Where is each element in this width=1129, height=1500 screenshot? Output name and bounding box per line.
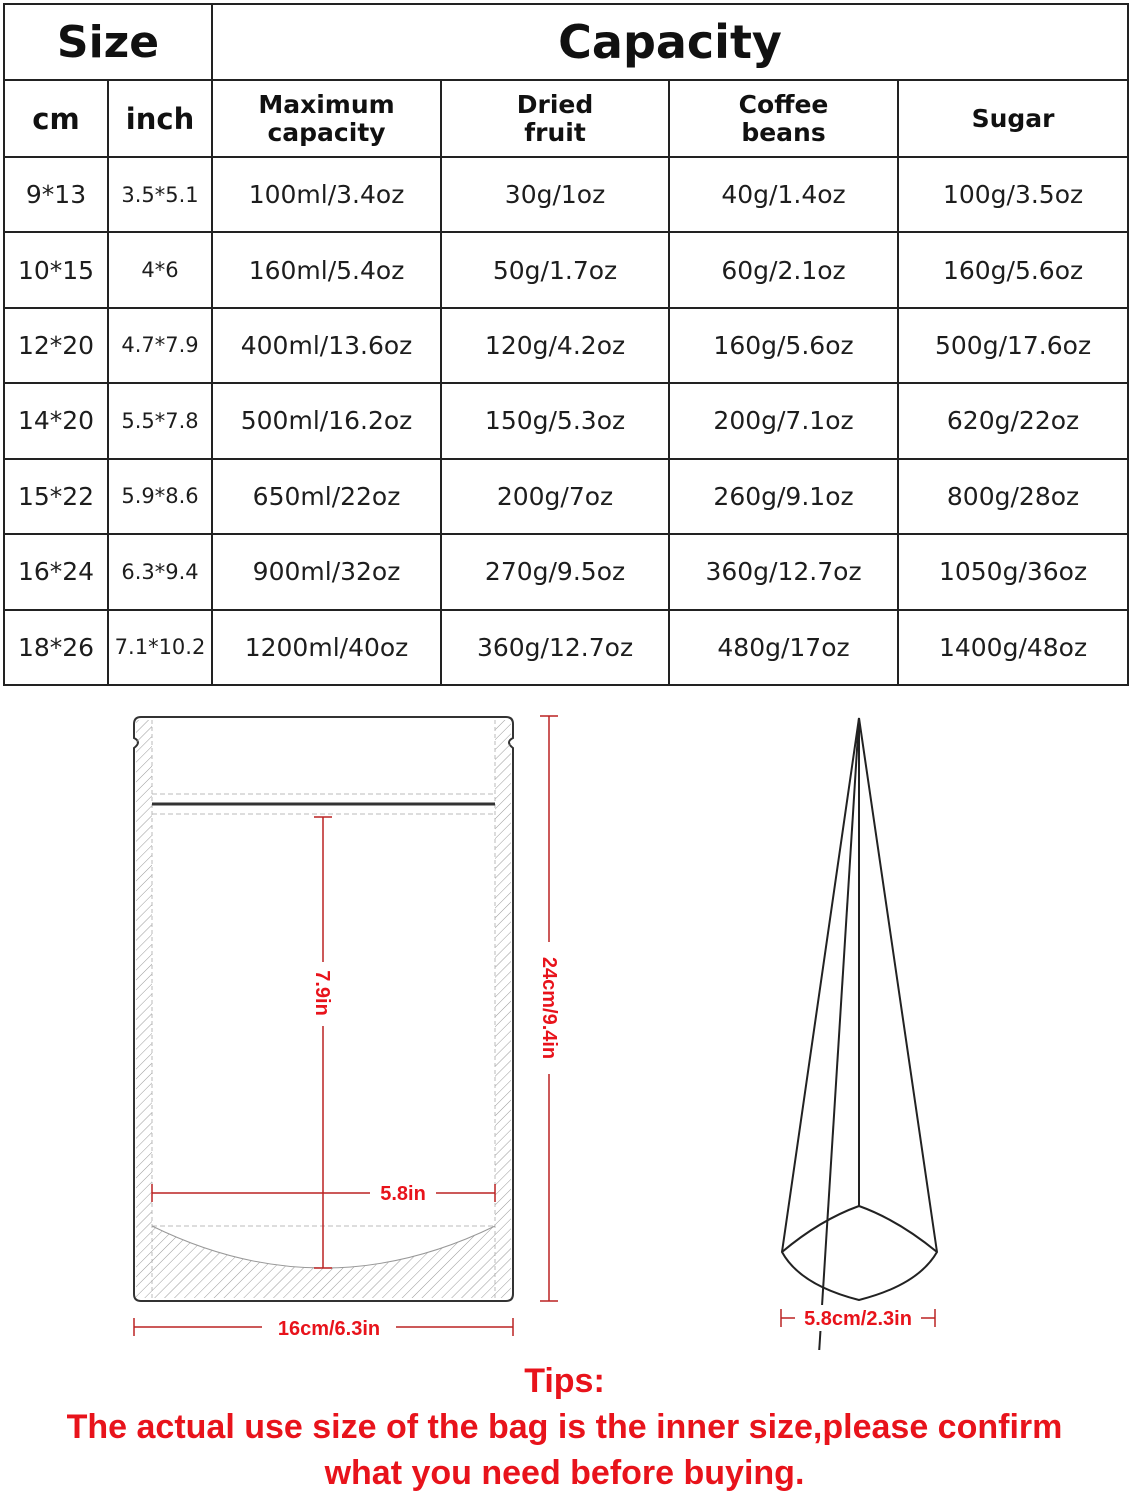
cell-inch: 3.5*5.1	[108, 157, 212, 232]
gusset-width-label: 5.8cm/2.3in	[804, 1308, 912, 1330]
cell-inch: 4*6	[108, 232, 212, 307]
max-capacity-line-2: capacity	[267, 117, 386, 147]
cell-coffee-beans: 360g/12.7oz	[669, 534, 898, 609]
cell-dried-fruit: 30g/1oz	[441, 157, 669, 232]
cell-cm: 18*26	[4, 610, 108, 685]
table-row	[4, 534, 1128, 609]
cell-coffee-beans: 200g/7.1oz	[669, 383, 898, 458]
table-row	[4, 157, 1128, 232]
cell-coffee-beans: 40g/1.4oz	[669, 157, 898, 232]
cell-coffee-beans: 160g/5.6oz	[669, 308, 898, 383]
dried-fruit-line-2: fruit	[524, 117, 586, 147]
capacity-table	[3, 3, 1129, 686]
cell-dried-fruit: 360g/12.7oz	[441, 610, 669, 685]
sugar-header: Sugar	[898, 80, 1128, 156]
cm-header: cm	[4, 80, 108, 156]
cell-sugar: 100g/3.5oz	[898, 157, 1128, 232]
cell-cm: 16*24	[4, 534, 108, 609]
bag-dimension-diagrams	[0, 690, 1129, 1350]
cell-sugar: 1050g/36oz	[898, 534, 1128, 609]
cell-cm: 12*20	[4, 308, 108, 383]
cell-inch: 6.3*9.4	[108, 534, 212, 609]
coffee-beans-line-1: Coffee	[738, 89, 829, 119]
capacity-header: Capacity	[212, 4, 1128, 80]
cell-dried-fruit: 120g/4.2oz	[441, 308, 669, 383]
cell-sugar: 500g/17.6oz	[898, 308, 1128, 383]
cell-dried-fruit: 270g/9.5oz	[441, 534, 669, 609]
cell-inch: 5.9*8.6	[108, 459, 212, 534]
outer-width-label: 16cm/6.3in	[277, 1318, 381, 1340]
side-bag-drawing	[782, 718, 937, 1350]
cell-max-capacity: 160ml/5.4oz	[212, 232, 441, 307]
cell-cm: 15*22	[4, 459, 108, 534]
cell-max-capacity: 650ml/22oz	[212, 459, 441, 534]
cell-cm: 9*13	[4, 157, 108, 232]
cell-max-capacity: 500ml/16.2oz	[212, 383, 441, 458]
outer-height-dimension	[538, 716, 560, 1301]
outer-width-dimension	[134, 1314, 513, 1340]
cell-cm: 14*20	[4, 383, 108, 458]
tips-title: Tips:	[524, 1362, 605, 1400]
table-body	[4, 157, 1128, 685]
inner-width-label: 5.8in	[380, 1183, 426, 1205]
cell-max-capacity: 900ml/32oz	[212, 534, 441, 609]
inner-height-label: 7.9in	[311, 970, 333, 1016]
cell-inch: 4.7*7.9	[108, 308, 212, 383]
cell-coffee-beans: 480g/17oz	[669, 610, 898, 685]
coffee-beans-line-2: beans	[741, 117, 826, 147]
table-row	[4, 610, 1128, 685]
dried-fruit-line-1: Dried	[516, 89, 594, 119]
table-row	[4, 232, 1128, 307]
cell-sugar: 160g/5.6oz	[898, 232, 1128, 307]
cell-sugar: 620g/22oz	[898, 383, 1128, 458]
table-row	[4, 308, 1128, 383]
cell-sugar: 1400g/48oz	[898, 610, 1128, 685]
max-capacity-line-1: Maximum	[258, 89, 395, 119]
size-header: Size	[4, 4, 212, 80]
tips-section	[0, 1358, 1129, 1496]
table-row	[4, 459, 1128, 534]
cell-inch: 5.5*7.8	[108, 383, 212, 458]
cell-max-capacity: 100ml/3.4oz	[212, 157, 441, 232]
outer-height-label: 24cm/9.4in	[538, 956, 560, 1060]
cell-inch: 7.1*10.2	[108, 610, 212, 685]
tips-text: The actual use size of the bag is the inner size,please confirm what you need before buying.	[66, 1408, 1063, 1492]
table-row	[4, 383, 1128, 458]
cell-cm: 10*15	[4, 232, 108, 307]
dried-fruit-header	[441, 80, 669, 156]
cell-dried-fruit: 150g/5.3oz	[441, 383, 669, 458]
coffee-beans-header	[669, 80, 898, 156]
left-seal	[136, 720, 152, 1298]
cell-coffee-beans: 260g/9.1oz	[669, 459, 898, 534]
inch-header: inch	[108, 80, 212, 156]
cell-max-capacity: 1200ml/40oz	[212, 610, 441, 685]
gusset-width-dimension	[781, 1305, 935, 1331]
max-capacity-header	[212, 80, 441, 156]
cell-max-capacity: 400ml/13.6oz	[212, 308, 441, 383]
cell-sugar: 800g/28oz	[898, 459, 1128, 534]
right-seal	[495, 720, 511, 1298]
cell-dried-fruit: 200g/7oz	[441, 459, 669, 534]
cell-coffee-beans: 60g/2.1oz	[669, 232, 898, 307]
cell-dried-fruit: 50g/1.7oz	[441, 232, 669, 307]
